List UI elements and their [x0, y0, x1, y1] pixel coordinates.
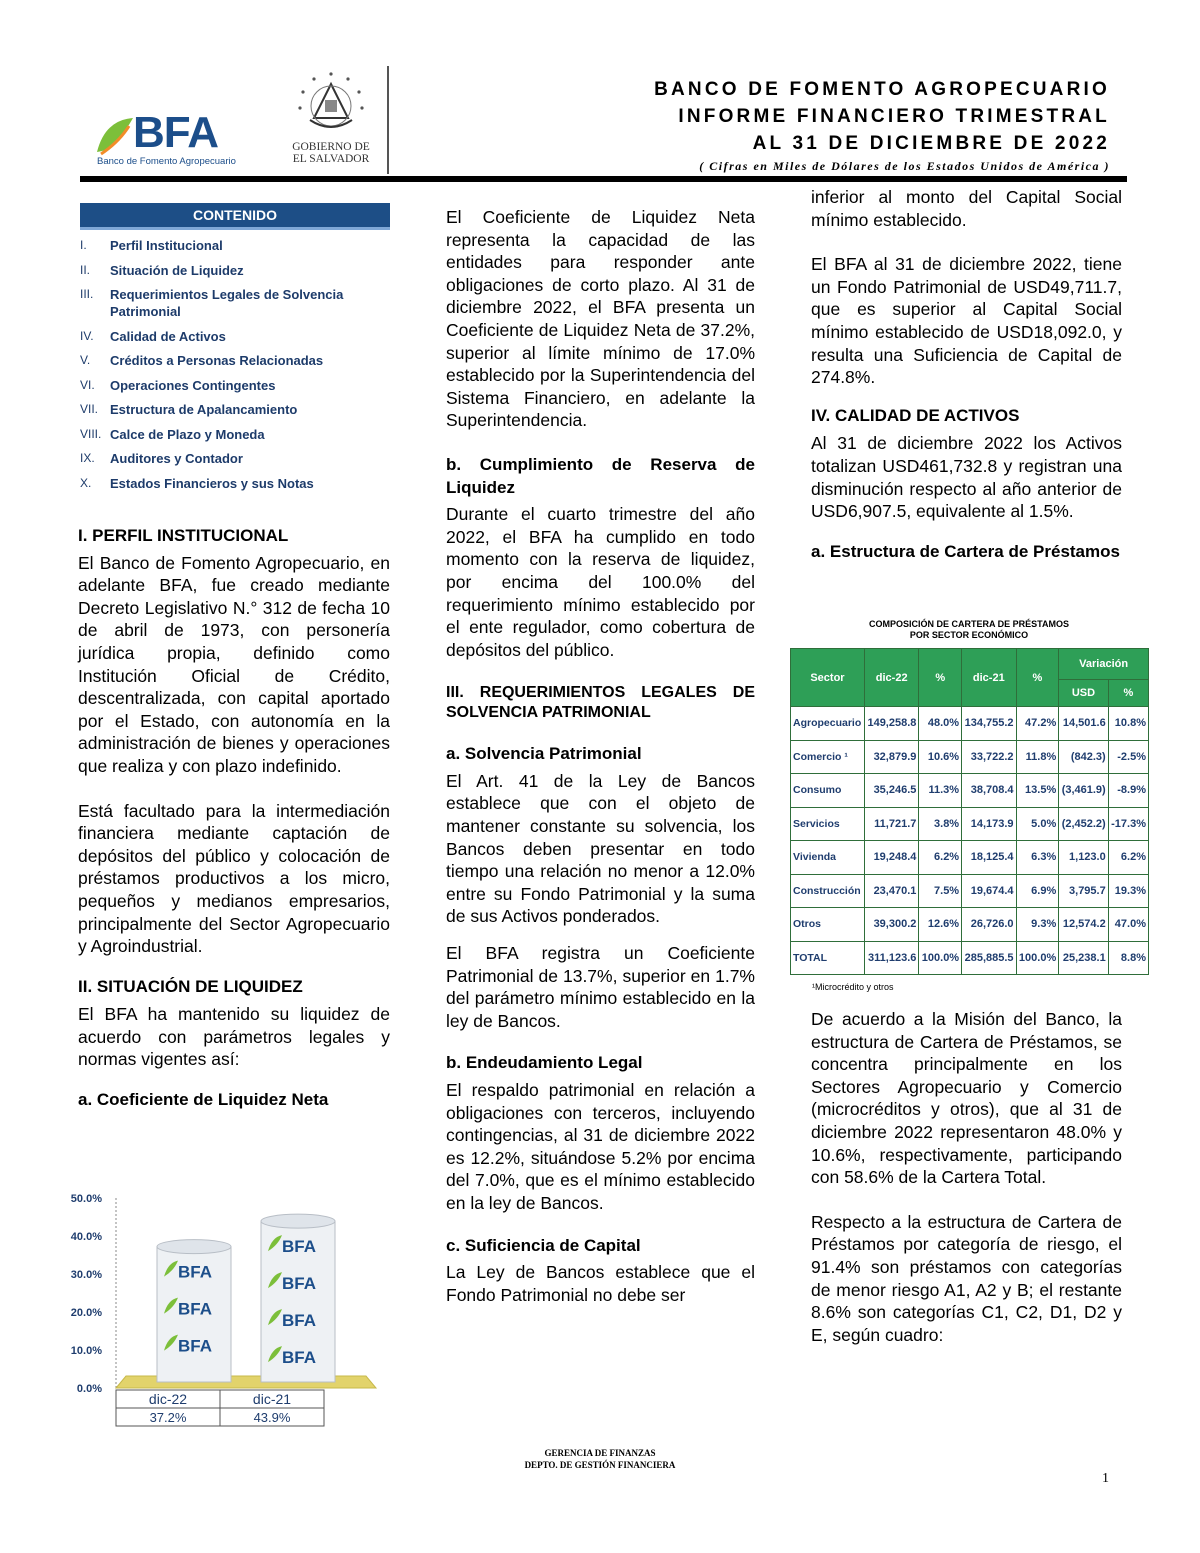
table-row [791, 841, 1149, 875]
table-cell: 10.6% [919, 740, 962, 774]
toc-item-label: Operaciones Contingentes [110, 377, 276, 393]
table-cell: 134,755.2 [962, 707, 1016, 741]
heading-liquidez: II. SITUACIÓN DE LIQUIDEZ [78, 976, 303, 996]
table-cell: Construcción [791, 874, 865, 908]
logo-text: BFA [133, 108, 218, 157]
table-cell: 11,721.7 [864, 807, 918, 841]
bar-logo-text: BFA [282, 1311, 316, 1331]
para-endeudamiento: El respaldo patrimonial en relación a obligaciones con terceros, incluyendo contingencias, al 31 de diciembre 2022 es 12.2%, situándose 5.2% por encima del 7.0%, que es el mínimo establecido en la ley de Bancos. [446, 1080, 755, 1213]
gobierno-logo [285, 70, 377, 165]
x-category-label: dic-22 [148, 1391, 188, 1407]
table-cell: Vivienda [791, 841, 865, 875]
para-continuacion: inferior al monto del Capital Social mínimo establecido. [811, 187, 1122, 230]
table-cell: (842.3) [1059, 740, 1108, 774]
th-pct1: % [919, 649, 962, 707]
chart-floor [116, 1376, 376, 1388]
toc-item-number: VIII. [80, 426, 102, 441]
data-label: 43.9% [253, 1410, 291, 1425]
toc-item[interactable] [80, 475, 390, 492]
para-coeficiente: El Coeficiente de Liquidez Neta representa la capacidad de las entidades para responder ante obligaciones de corto plazo. Al 31 de diciembre 2022, el BFA presenta un Coeficiente de Liquidez Neta de 37.2%, superior al límite mínimo de 17.0% establecido por la Superintendencia del Sistema Financiero, en adelante la Superintendencia. [446, 207, 755, 431]
table-cell: Comercio ¹ [791, 740, 865, 774]
table-cell: (3,461.9) [1059, 774, 1108, 808]
table-cell: Agropecuario [791, 707, 865, 741]
gobierno-line2: EL SALVADOR [292, 153, 370, 165]
table-cell: 285,885.5 [962, 941, 1016, 975]
table-cell: 38,708.4 [962, 774, 1016, 808]
toc-item-number: V. [80, 353, 91, 367]
table-cell: TOTAL [791, 941, 865, 975]
table-cell: 6.2% [919, 841, 962, 875]
y-tick-label: 30.0% [70, 1269, 102, 1281]
table-cell: 6.3% [1016, 841, 1059, 875]
table-cell: 13.5% [1016, 774, 1059, 808]
column-3 [811, 186, 1122, 563]
toc-item-label: Auditores y Contador [110, 451, 243, 466]
toc-item[interactable] [80, 450, 390, 467]
table-cell: Consumo [791, 774, 865, 808]
table-cell: 25,238.1 [1059, 941, 1108, 975]
bar-logo-text: BFA [282, 1237, 316, 1257]
th-sector: Sector [791, 649, 865, 707]
cartera-table [790, 648, 1149, 975]
table-row [791, 908, 1149, 942]
table-cell: 23,470.1 [864, 874, 918, 908]
footer [480, 1447, 720, 1471]
data-label: 37.2% [149, 1410, 187, 1425]
table-cell: 149,258.8 [864, 707, 918, 741]
table-cell: -17.3% [1108, 807, 1148, 841]
table-cell: 19.3% [1108, 874, 1148, 908]
table-cell: 47.2% [1016, 707, 1059, 741]
heading-requerimientos: III. REQUERIMIENTOS LEGALES DE SOLVENCIA PATRIMONIAL [446, 684, 755, 722]
bar-cap [261, 1214, 335, 1228]
table-cell: -8.9% [1108, 774, 1148, 808]
header-rule [80, 176, 1127, 182]
footer-line2: DEPTO. DE GESTIÓN FINANCIERA [524, 1460, 676, 1470]
table-cell: 14,173.9 [962, 807, 1016, 841]
table-cell: 10.8% [1108, 707, 1148, 741]
table-cell: 32,879.9 [864, 740, 918, 774]
para-perfil-2: Está facultado para la intermediación financiera mediante captación de depósitos del público y colocación de préstamos productivos a los micro, pequeños y medianos empresarios, principalmente del Sector Agropecuario y Agroindustrial. [78, 800, 390, 957]
bar-dic-21 [261, 1214, 335, 1382]
footer-line1: GERENCIA DE FINANZAS [544, 1448, 656, 1458]
table-cell: Servicios [791, 807, 865, 841]
para-perfil-1: El Banco de Fomento Agropecuario, en adelante BFA, fue creado mediante Decreto Legislativo N.° 312 de fecha 10 de abril de 1973, con personería jurídica propia, definido como Institución Oficial de Crédito, descentralizada, con capital aportado por el Estado, con autonomía en la administración de bienes y operaciones que realiza y con plazo indefinido. [78, 552, 390, 776]
para-riesgo: Respecto a la estructura de Cartera de Préstamos por categoría de riesgo, el 91.4% son préstamos con categorías de menor riesgo A1, A2 y B; el restante 8.6% son categorías C1, C2, D1, D2 y E, según cuadro: [811, 1211, 1122, 1345]
toc-item[interactable] [80, 286, 390, 320]
table-cell: 1,123.0 [1059, 841, 1108, 875]
y-tick-label: 0.0% [76, 1383, 102, 1395]
bar-logo-text: BFA [178, 1299, 212, 1319]
bar-logo-text: BFA [282, 1348, 316, 1368]
toc-item-label: Requerimientos Legales de Solvencia Patrimonial [110, 287, 344, 319]
toc-item[interactable] [80, 426, 390, 443]
th-dic21: dic-21 [962, 649, 1016, 707]
logo-subtitle: Banco de Fomento Agropecuario [97, 156, 236, 167]
th-pct2: % [1016, 649, 1059, 707]
para-fondo-patrimonial: El BFA al 31 de diciembre 2022, tiene un Fondo Patrimonial de USD49,711.7, que es superior al Capital Social mínimo establecido de USD18,092.0, y resulta una Suficiencia de Capital de 274.8%. [811, 254, 1122, 388]
title-units: ( Cifras en Miles de Dólares de los Estados Unidos de América ) [699, 159, 1110, 173]
table-cell: 8.8% [1108, 941, 1148, 975]
table-row [791, 740, 1149, 774]
table-cell: 11.8% [1016, 740, 1059, 774]
toc-item[interactable] [80, 377, 390, 394]
toc-item[interactable] [80, 352, 390, 369]
table-cell: 9.3% [1016, 908, 1059, 942]
heading-endeudamiento: b. Endeudamiento Legal [446, 1053, 643, 1073]
table-cell: 7.5% [919, 874, 962, 908]
table-cell: 6.2% [1108, 841, 1148, 875]
heading-calidad: IV. CALIDAD DE ACTIVOS [811, 405, 1020, 425]
table-row [791, 941, 1149, 975]
column-2 [446, 206, 755, 1306]
table-row [791, 874, 1149, 908]
table-cell: 12.6% [919, 908, 962, 942]
heading-coeficiente: a. Coeficiente de Liquidez Neta [78, 1090, 329, 1110]
para-mision: De acuerdo a la Misión del Banco, la estructura de Cartera de Préstamos, se concentra principalmente en los Sectores Agropecuario y Comercio (microcréditos y otros), que al 31 de diciembre 2022 representaron 48.0% y 10.6%, respectivamente, participando con 58.6% de la Cartera Total. [811, 1009, 1122, 1188]
x-category-label: dic-21 [252, 1391, 292, 1407]
bar-logo-text: BFA [178, 1262, 212, 1282]
table-cell: 100.0% [1016, 941, 1059, 975]
table-cell: 311,123.6 [864, 941, 918, 975]
table-title-line2: POR SECTOR ECONÓMICO [909, 630, 1029, 640]
table-cell: -2.5% [1108, 740, 1148, 774]
bar-logo-text: BFA [282, 1274, 316, 1294]
toc-item[interactable] [80, 237, 390, 254]
heading-estructura: a. Estructura de Cartera de Préstamos [811, 541, 1120, 561]
table-cell: 6.9% [1016, 874, 1059, 908]
table-cell: 35,246.5 [864, 774, 918, 808]
column-3-bottom [811, 1008, 1122, 1346]
para-reserva: Durante el cuarto trimestre del año 2022, el BFA ha cumplido en todo momento con la reserva de liquidez, por encima del 100.0% del requerimiento mínimo establecido por el ente regulador, como cobertura de depósitos del público. [446, 504, 755, 660]
toc-item-number: II. [80, 262, 91, 277]
y-tick-label: 40.0% [70, 1231, 102, 1243]
heading-reserva: b. Cumplimiento de Reserva de Liquidez [446, 454, 755, 497]
table-cell: 3.8% [919, 807, 962, 841]
toc-item-number: VI. [80, 377, 95, 392]
toc-item-number: IV. [80, 328, 94, 343]
para-solvencia-1: El Art. 41 de la Ley de Bancos establece que con el objeto de mantener constante su solvencia, los Bancos deben presentar en todo tiempo una relación no menor a 12.0% entre su Fondo Patrimonial y la suma de sus Activos ponderados. [446, 770, 755, 927]
table-cell: 33,722.2 [962, 740, 1016, 774]
heading-suficiencia: c. Suficiencia de Capital [446, 1235, 641, 1255]
th-pct3: % [1108, 680, 1148, 707]
heading-perfil: I. PERFIL INSTITUCIONAL [78, 526, 289, 545]
toc-item-number: IX. [80, 451, 95, 465]
th-dic22: dic-22 [864, 649, 918, 707]
y-tick-label: 20.0% [70, 1307, 102, 1319]
coat-of-arms-icon [296, 70, 366, 136]
bar-logo-text: BFA [178, 1336, 212, 1356]
table-row [791, 807, 1149, 841]
table-cell: 5.0% [1016, 807, 1059, 841]
para-suficiencia: La Ley de Bancos establece que el Fondo Patrimonial no debe ser [446, 1262, 755, 1305]
y-tick-label: 10.0% [70, 1345, 102, 1357]
para-liquidez: El BFA ha mantenido su liquidez de acuerdo con parámetros legales y normas vigentes así: [78, 1004, 390, 1070]
header-divider [387, 66, 389, 174]
table-row [791, 774, 1149, 808]
toc-list [80, 237, 390, 499]
bar-dic-22 [157, 1240, 231, 1382]
table-cell: (2,452.2) [1059, 807, 1108, 841]
toc-item-label: Perfil Institucional [110, 238, 223, 253]
table-cell: 14,501.6 [1059, 707, 1108, 741]
table-cell: 19,248.4 [864, 841, 918, 875]
table-cell: 11.3% [919, 774, 962, 808]
toc-item-number: III. [80, 287, 94, 301]
title-date: AL 31 DE DICIEMBRE DE 2022 [752, 133, 1110, 154]
toc-item-number: I. [80, 238, 87, 252]
heading-solvencia: a. Solvencia Patrimonial [446, 744, 642, 764]
page-number: 1 [1102, 1471, 1109, 1486]
toc-item-label: Situación de Liquidez [110, 262, 244, 278]
table-cell: 19,674.4 [962, 874, 1016, 908]
gobierno-line1: GOBIERNO DE [292, 141, 370, 153]
table-title [790, 619, 1148, 641]
toc-item-label: Estados Financieros y sus Notas [110, 475, 314, 491]
th-usd: USD [1059, 680, 1108, 707]
toc-title: CONTENIDO [80, 203, 390, 230]
bfa-logo [95, 108, 240, 174]
column-1 [78, 525, 390, 1112]
report-title [654, 76, 1110, 174]
table-row [791, 707, 1149, 741]
bar-cap [157, 1240, 231, 1254]
toc-item-number: X. [80, 475, 92, 490]
toc-item-number: VII. [80, 402, 99, 416]
toc-item[interactable] [80, 401, 390, 418]
para-calidad: Al 31 de diciembre 2022 los Activos totalizan USD461,732.8 y registran una disminución respecto al año anterior de USD6,907.5, equivalente al 1.5%. [811, 433, 1122, 522]
table-cell: 100.0% [919, 941, 962, 975]
toc-item-label: Calidad de Activos [110, 328, 226, 344]
toc-item-label: Estructura de Apalancamiento [110, 402, 298, 417]
liquidity-chart [58, 1190, 388, 1430]
y-tick-label: 50.0% [70, 1193, 102, 1205]
toc-item[interactable] [80, 262, 390, 279]
table-cell: 26,726.0 [962, 908, 1016, 942]
table-cell: 47.0% [1108, 908, 1148, 942]
table-cell: Otros [791, 908, 865, 942]
toc-item-label: Calce de Plazo y Moneda [110, 426, 265, 442]
para-solvencia-2: El BFA registra un Coeficiente Patrimonial de 13.7%, superior en 1.7% del parámetro mínimo establecido en la ley de Bancos. [446, 943, 755, 1031]
table-footnote: ¹Microcrédito y otros [812, 982, 894, 992]
table-cell: 39,300.2 [864, 908, 918, 942]
title-bank: BANCO DE FOMENTO AGROPECUARIO [654, 79, 1110, 100]
toc-item-label: Créditos a Personas Relacionadas [110, 353, 324, 368]
toc-item[interactable] [80, 328, 390, 345]
table-cell: 3,795.7 [1059, 874, 1108, 908]
th-variacion: Variación [1059, 649, 1149, 680]
table-cell: 48.0% [919, 707, 962, 741]
table-cell: 12,574.2 [1059, 908, 1108, 942]
table-cell: 18,125.4 [962, 841, 1016, 875]
table-title-line1: COMPOSICIÓN DE CARTERA DE PRÉSTAMOS [868, 619, 1069, 629]
title-report: INFORME FINANCIERO TRIMESTRAL [678, 106, 1110, 127]
